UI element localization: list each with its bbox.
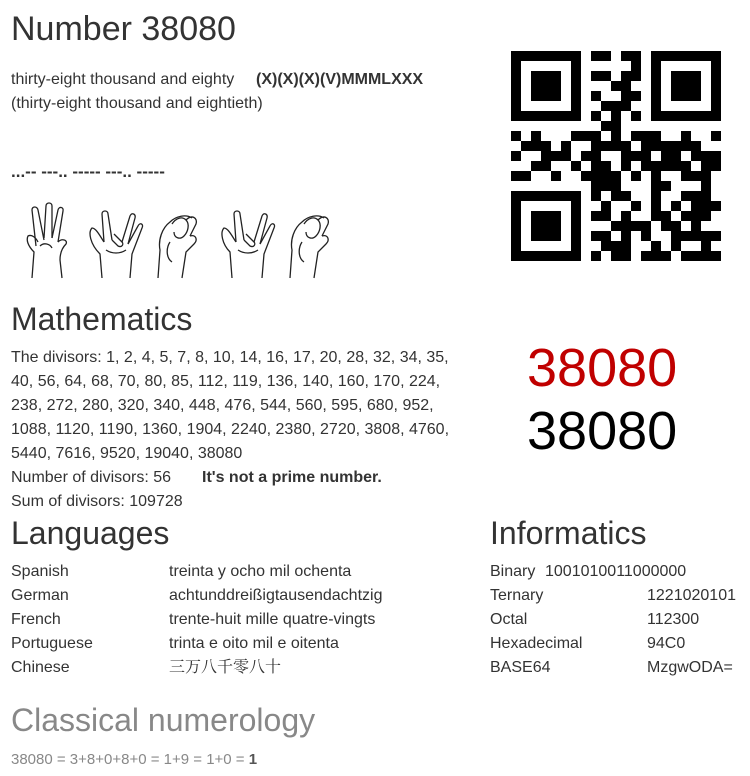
hand-3-icon xyxy=(18,202,80,280)
big-number-red: 38080 xyxy=(527,338,678,398)
hand-0-icon xyxy=(150,202,212,280)
language-name: German xyxy=(11,587,69,604)
numerology-heading: Classical numerology xyxy=(11,702,316,738)
language-name: Spanish xyxy=(11,563,69,580)
hand-0-icon xyxy=(282,202,344,280)
number-words: thirty-eight thousand and eighty xyxy=(11,71,235,88)
language-value: treinta y ocho mil ochenta xyxy=(169,563,352,580)
informatics-heading: Informatics xyxy=(490,515,647,551)
language-value: trente-huit mille quatre-vingts xyxy=(169,611,376,628)
base-value: 1001010011000000 xyxy=(545,563,687,580)
base-value: 94C0 xyxy=(647,635,686,652)
base-value: 1221020101 xyxy=(647,587,736,604)
hand-8-icon xyxy=(84,202,146,280)
morse-code: ...-- ---.. ----- ---.. ----- xyxy=(11,162,165,181)
base-value: 112300 xyxy=(647,611,700,628)
languages-heading: Languages xyxy=(11,515,170,551)
divisors-list: The divisors: 1, 2, 4, 5, 7, 8, 10, 14, 16, 17, 20, 28, 32, 34, 35, 40, 56, 64, 68, 70, 80, 85, 112, 119, 136, 140, 160, 170, 224, 238, 272, 280, 320, 340, 448, 476, 544, 560, 595, 680, 952, 1088, 1120, 1190, 1360, 1904, 2240, 2380, 2720, 3808, 4760, 5440, 7616, 9520, 19040, 38080 xyxy=(11,349,450,462)
page-title: Number 38080 xyxy=(11,10,236,48)
base-name: Octal xyxy=(490,611,528,628)
ordinal-words: (thirty-eight thousand and eightieth) xyxy=(11,95,263,112)
sum-of-divisors: Sum of divisors: 109728 xyxy=(11,493,183,510)
sign-language-hands xyxy=(18,202,344,280)
big-number-black: 38080 xyxy=(527,401,678,461)
language-name: Portuguese xyxy=(11,635,93,652)
language-name: Chinese xyxy=(11,659,70,676)
qr-code-icon xyxy=(511,51,721,261)
numerology-sum: 38080 = 3+8+0+8+0 = 1+9 = 1+0 = xyxy=(11,751,245,768)
base-name: Ternary xyxy=(490,587,544,604)
numerology-formula xyxy=(11,750,257,770)
informatics-table xyxy=(490,560,748,684)
language-value: trinta e oito mil e oitenta xyxy=(169,635,339,652)
roman-numeral: (X)(X)(X)(V)MMMLXXX xyxy=(256,71,424,88)
base-name: Binary xyxy=(490,563,536,580)
language-value: 三万八千零八十 xyxy=(169,659,282,676)
mathematics-heading: Mathematics xyxy=(11,301,193,337)
language-value: achtunddreißigtausendachtzig xyxy=(169,587,383,604)
language-name: French xyxy=(11,611,61,628)
base-name: BASE64 xyxy=(490,659,551,676)
numerology-result: 1 xyxy=(248,751,258,768)
base-name: Hexadecimal xyxy=(490,635,583,652)
base-value: MzgwODA= xyxy=(647,659,733,676)
prime-note: It's not a prime number. xyxy=(202,469,382,486)
number-of-divisors: Number of divisors: 56 xyxy=(11,469,172,486)
languages-table xyxy=(11,560,481,684)
hand-8-icon xyxy=(216,202,278,280)
